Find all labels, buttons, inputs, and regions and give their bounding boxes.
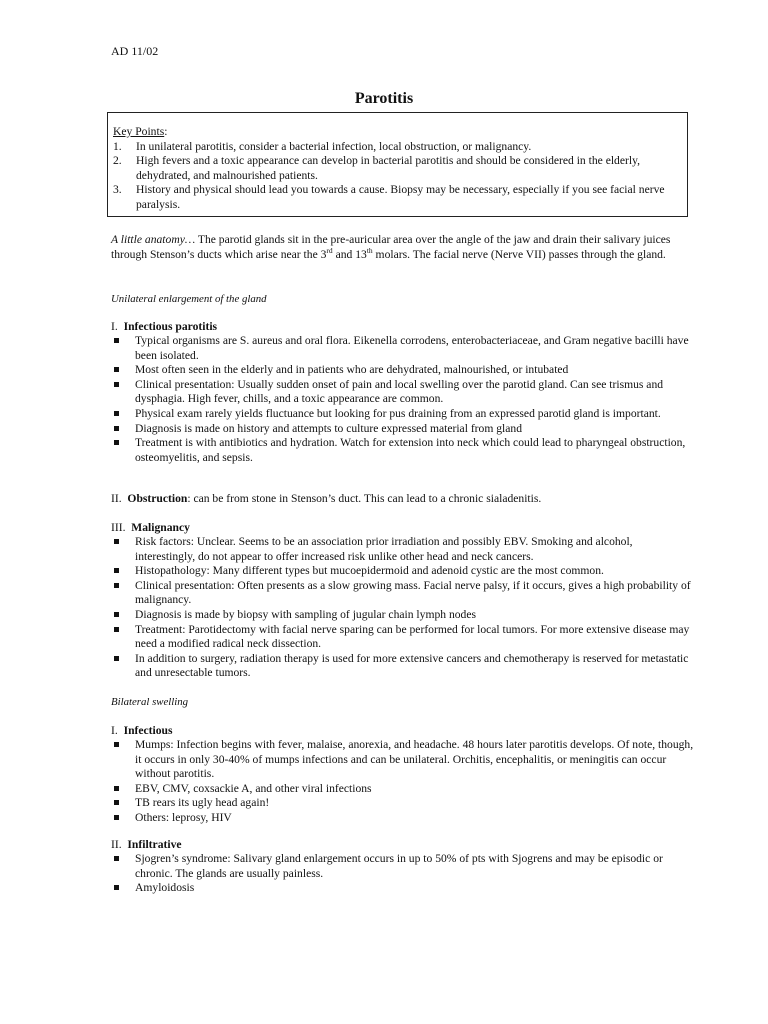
page-title: Parotitis — [354, 90, 414, 107]
heading-infectious-parotitis: I. Infectious parotitis — [111, 320, 218, 333]
heading-malignancy: III. Malignancy — [111, 521, 190, 534]
infiltrative-list — [111, 852, 695, 896]
list-item: Clinical presentation: Often presents as a slow growing mass. Facial nerve palsy, if it occurs, gives a high probability of malignancy. — [111, 579, 695, 608]
document-code: AD 11/02 — [111, 44, 159, 58]
list-item: EBV, CMV, coxsackie A, and other viral infections — [111, 782, 695, 797]
list-item: Most often seen in the elderly and in patients who are dehydrated, malnourished, or intubated — [111, 363, 695, 378]
bilateral-infectious-list — [111, 738, 695, 826]
key-point-1: 1. In unilateral parotitis, consider a bacterial infection, local obstruction, or malignancy. — [113, 139, 532, 153]
list-item: TB rears its ugly head again! — [111, 796, 695, 811]
list-item: Physical exam rarely yields fluctuance but looking for pus draining from an expressed parotid gland is important. — [111, 407, 695, 422]
list-item: Histopathology: Many different types but mucoepidermoid and adenoid cystic are the most common. — [111, 564, 695, 579]
section-title-unilateral: Unilateral enlargement of the gland — [111, 293, 267, 305]
heading-infiltrative: II. Infiltrative — [111, 838, 182, 851]
list-item: Mumps: Infection begins with fever, malaise, anorexia, and headache. 48 hours later parotitis develops. Of note, though, it occurs in only 30-40% of mumps infections and can be unilateral. Orchitis, encephalitis, or meningitis can occur without parotitis. — [111, 738, 695, 782]
list-item: Treatment: Parotidectomy with facial nerve sparing can be performed for local tumors. For more extensive disease may need a modified radical neck dissection. — [111, 623, 695, 652]
list-item: Amyloidosis — [111, 881, 695, 896]
infectious-parotitis-list — [111, 334, 695, 465]
section-title-bilateral: Bilateral swelling — [111, 696, 189, 708]
key-point-2: 2. High fevers and a toxic appearance can develop in bacterial parotitis and should be considered in the elderly, dehydrated, and malnourished patients. — [113, 154, 641, 182]
list-item: Others: leprosy, HIV — [111, 811, 695, 826]
list-item: Risk factors: Unclear. Seems to be an association prior irradiation and possibly EBV. Smoking and alcohol, interestingly, do not appear to offer increased risk unlike other head and neck cancers. — [111, 535, 695, 564]
list-item: Diagnosis is made by biopsy with sampling of jugular chain lymph nodes — [111, 608, 695, 623]
anatomy-paragraph: A little anatomy… The parotid glands sit in the pre-auricular area over the angle of the jaw and drain their salivary juices through Stenson’s ducts which arise near the 3rd and 13th molars. The facial nerve (Nerve VII) passes through the gland. — [111, 233, 671, 261]
key-point-3: 3. History and physical should lead you towards a cause. Biopsy may be necessary, especially if you see facial nerve paralysis. — [113, 183, 665, 211]
list-item: Sjogren’s syndrome: Salivary gland enlargement occurs in up to 50% of pts with Sjogrens and may be episodic or chronic. The glands are usually painless. — [111, 852, 695, 881]
list-item: Clinical presentation: Usually sudden onset of pain and local swelling over the parotid gland. Can see trismus and dysphagia. High fever, chills, and a toxic appearance are common. — [111, 378, 695, 407]
list-item: Diagnosis is made on history and attempts to culture expressed material from gland — [111, 422, 695, 437]
heading-obstruction: II. Obstruction: can be from stone in Stenson’s duct. This can lead to a chronic sialadenitis. — [111, 492, 542, 505]
key-points-heading: Key Points: — [113, 125, 168, 138]
list-item: Treatment is with antibiotics and hydration. Watch for extension into neck which could lead to pharyngeal obstruction, osteomyelitis, and sepsis. — [111, 436, 695, 465]
list-item: Typical organisms are S. aureus and oral flora. Eikenella corrodens, enterobacteriaceae, and Gram negative bacilli have been isolated. — [111, 334, 695, 363]
key-points-box — [107, 112, 688, 217]
malignancy-list — [111, 535, 695, 681]
heading-bilateral-infectious: I. Infectious — [111, 724, 173, 737]
list-item: In addition to surgery, radiation therapy is used for more extensive cancers and chemotherapy is reserved for metastatic and unresectable tumors. — [111, 652, 695, 681]
